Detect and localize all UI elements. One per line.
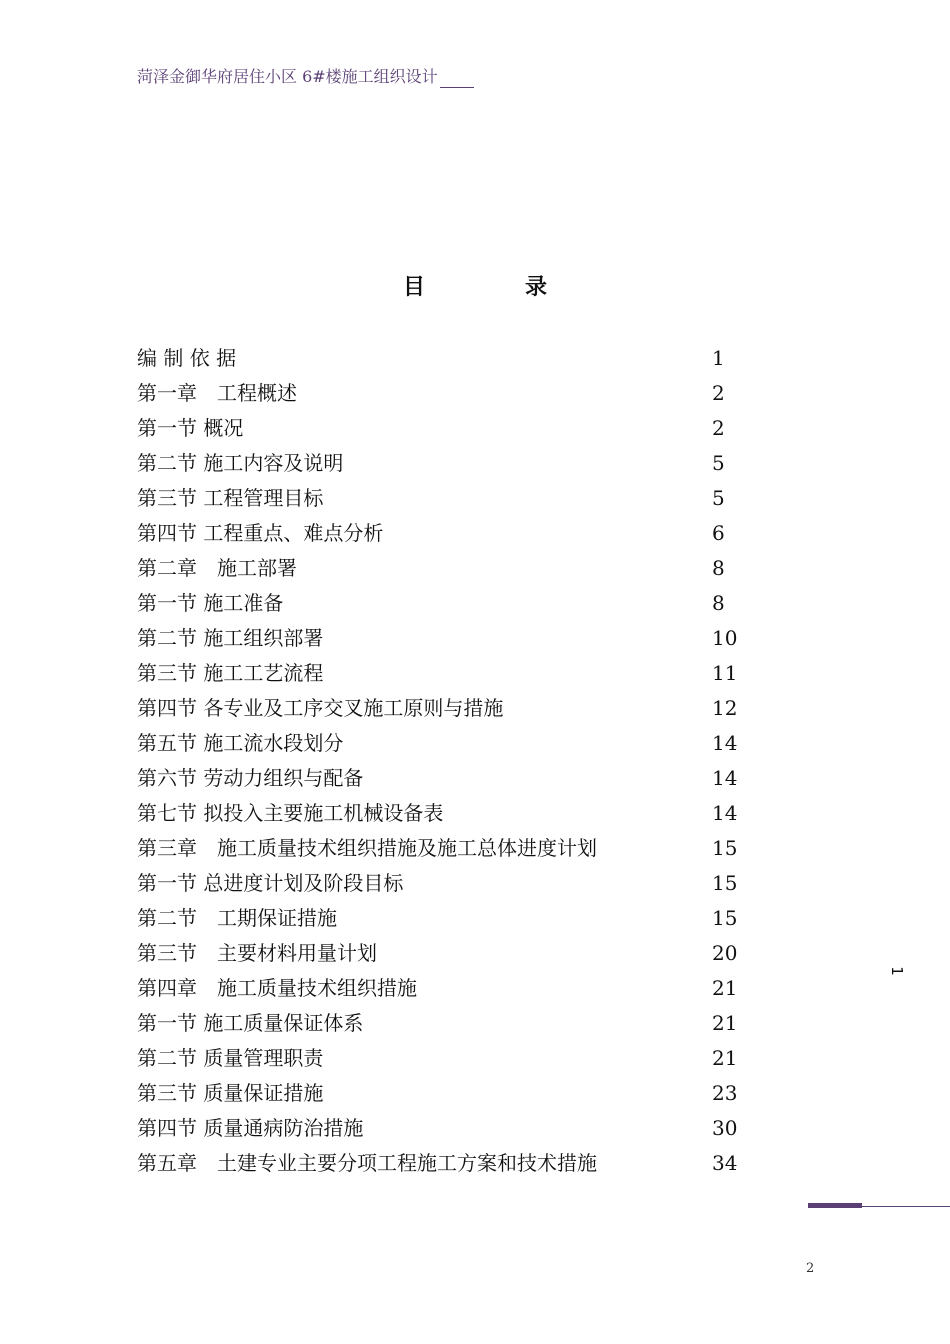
toc-entry-label: 第五节 施工流水段划分 bbox=[137, 731, 344, 755]
toc-entry-label: 第二节 施工组织部署 bbox=[137, 626, 324, 650]
toc-entry[interactable] bbox=[137, 551, 737, 586]
toc-entry-label: 第四节 质量通病防治措施 bbox=[137, 1116, 364, 1140]
toc-entry-page: 8 bbox=[712, 556, 725, 580]
toc-entry-page: 6 bbox=[712, 521, 725, 545]
toc-entry[interactable] bbox=[137, 341, 737, 376]
toc-entry-page: 1 bbox=[712, 346, 725, 370]
toc-entry-page: 14 bbox=[712, 801, 738, 825]
toc-entry-label: 第四节 各专业及工序交叉施工原则与措施 bbox=[137, 696, 504, 720]
toc-entry[interactable] bbox=[137, 656, 737, 691]
running-header-text: 菏泽金御华府居住小区 6#楼施工组织设计 bbox=[137, 67, 438, 86]
toc-entry-label: 第三章 施工质量技术组织措施及施工总体进度计划 bbox=[137, 836, 597, 860]
toc-entry[interactable] bbox=[137, 1111, 737, 1146]
toc-entry-page: 34 bbox=[712, 1151, 738, 1175]
toc-entry-page: 5 bbox=[712, 451, 725, 475]
toc-entry-page: 15 bbox=[712, 906, 738, 930]
toc-entry[interactable] bbox=[137, 1146, 737, 1181]
toc-entry-label: 第三节 施工工艺流程 bbox=[137, 661, 324, 685]
toc-entry-page: 2 bbox=[712, 416, 725, 440]
toc-entry-label: 第二节 工期保证措施 bbox=[137, 906, 337, 930]
toc-entry-label: 第三节 主要材料用量计划 bbox=[137, 941, 377, 965]
toc-entry-page: 10 bbox=[712, 626, 738, 650]
toc-entry[interactable] bbox=[137, 411, 737, 446]
toc-entry-label: 第二节 质量管理职责 bbox=[137, 1046, 324, 1070]
toc-entry[interactable] bbox=[137, 831, 737, 866]
toc-entry-page: 21 bbox=[712, 976, 738, 1000]
toc-entry[interactable] bbox=[137, 866, 737, 901]
toc-entry[interactable] bbox=[137, 516, 737, 551]
toc-entry-page: 5 bbox=[712, 486, 725, 510]
table-of-contents bbox=[137, 341, 737, 1181]
toc-entry-label: 第二节 施工内容及说明 bbox=[137, 451, 344, 475]
toc-entry[interactable] bbox=[137, 586, 737, 621]
footer-page-number: 2 bbox=[806, 1261, 815, 1276]
toc-entry[interactable] bbox=[137, 971, 737, 1006]
toc-entry[interactable] bbox=[137, 1041, 737, 1076]
toc-entry[interactable] bbox=[137, 936, 737, 971]
toc-entry[interactable] bbox=[137, 376, 737, 411]
toc-entry-page: 12 bbox=[712, 696, 738, 720]
toc-entry-label: 第六节 劳动力组织与配备 bbox=[137, 766, 364, 790]
toc-entry[interactable] bbox=[137, 481, 737, 516]
toc-entry-page: 21 bbox=[712, 1011, 738, 1035]
footer-rule-thick bbox=[808, 1203, 862, 1208]
toc-entry-label: 第二章 施工部署 bbox=[137, 556, 297, 580]
running-header bbox=[137, 66, 474, 88]
toc-entry-page: 15 bbox=[712, 871, 738, 895]
toc-title-left: 目 bbox=[402, 275, 425, 300]
toc-entry[interactable] bbox=[137, 796, 737, 831]
toc-entry-page: 20 bbox=[712, 941, 738, 965]
toc-entry-label: 第一节 施工准备 bbox=[137, 591, 284, 615]
toc-entry[interactable] bbox=[137, 1006, 737, 1041]
toc-entry-label: 第一章 工程概述 bbox=[137, 381, 297, 405]
toc-entry-label: 第四章 施工质量技术组织措施 bbox=[137, 976, 417, 1000]
toc-entry-page: 14 bbox=[712, 731, 738, 755]
toc-entry-label: 第四节 工程重点、难点分析 bbox=[137, 521, 384, 545]
toc-entry-label: 第三节 质量保证措施 bbox=[137, 1081, 324, 1105]
header-underline bbox=[440, 71, 474, 88]
toc-entry-label: 第一节 总进度计划及阶段目标 bbox=[137, 871, 404, 895]
toc-title bbox=[0, 270, 950, 301]
toc-entry-page: 2 bbox=[712, 381, 725, 405]
toc-entry[interactable] bbox=[137, 446, 737, 481]
footer-rule-thin bbox=[862, 1206, 950, 1207]
toc-entry-label: 第三节 工程管理目标 bbox=[137, 486, 324, 510]
toc-entry-page: 21 bbox=[712, 1046, 738, 1070]
toc-entry[interactable] bbox=[137, 901, 737, 936]
toc-entry-page: 11 bbox=[712, 661, 738, 685]
toc-entry-label: 第一节 施工质量保证体系 bbox=[137, 1011, 364, 1035]
toc-title-right: 录 bbox=[525, 275, 548, 300]
toc-entry-label: 第五章 土建专业主要分项工程施工方案和技术措施 bbox=[137, 1151, 597, 1175]
toc-entry-page: 14 bbox=[712, 766, 738, 790]
toc-entry[interactable] bbox=[137, 691, 737, 726]
toc-entry-page: 15 bbox=[712, 836, 738, 860]
toc-entry[interactable] bbox=[137, 761, 737, 796]
side-page-number: 1 bbox=[887, 966, 906, 976]
toc-entry-label: 编 制 依 据 bbox=[137, 346, 237, 370]
toc-entry-label: 第一节 概况 bbox=[137, 416, 244, 440]
toc-entry[interactable] bbox=[137, 1076, 737, 1111]
toc-entry[interactable] bbox=[137, 621, 737, 656]
toc-entry-page: 23 bbox=[712, 1081, 738, 1105]
toc-entry[interactable] bbox=[137, 726, 737, 761]
toc-entry-page: 30 bbox=[712, 1116, 738, 1140]
toc-entry-page: 8 bbox=[712, 591, 725, 615]
toc-entry-label: 第七节 拟投入主要施工机械设备表 bbox=[137, 801, 444, 825]
